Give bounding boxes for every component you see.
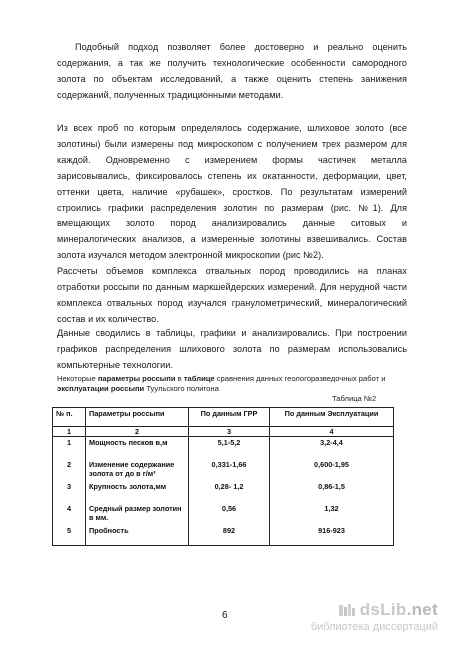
column-number: 4	[270, 427, 394, 437]
row-number: 3	[53, 481, 86, 503]
column-number: 3	[189, 427, 270, 437]
caption-bold: таблице	[183, 374, 215, 383]
paragraph-2-text: Из всех проб по которым определялось содержание, шлиховое золото (все золотины) были измерены под микроскопом с получением трех размером для каждой. Одновременно с измерением формы частичек металла зарисовывались, фиксировалось степень их окатанности, деформации, цвет, оттенки цвета, наличие «рубашек», сростков. По результатам измерений строились графики распределения золотин по размерам (рис. №1). Для вмещающих золото пород анализировались данные ситовых и минералогических анализов, а измеренные золотины взвешивались. Состав золота изучался методом электронной микроскопии (рис №2).	[57, 123, 407, 261]
watermark	[311, 600, 438, 633]
column-number: 1	[53, 427, 86, 437]
exploitation-value: 916-923	[270, 525, 394, 546]
page-number: 6	[222, 610, 228, 621]
paragraph-1	[57, 40, 407, 104]
paragraph-3-text: Рассчеты объемов комплекса отвальных пород проводились на планах отработки россыпи по данным маркшейдерских измерений. Для нерудной части комплекса отвальных пород изучался гранулометрический, минералогический состав и их количество.	[57, 266, 407, 324]
book-stack-icon	[338, 603, 356, 617]
param-name: Изменение содержание золота от до в г/м³	[86, 459, 189, 481]
caption-bold: эксплуатации россыпи	[57, 384, 145, 393]
caption-part: Некоторые	[57, 374, 98, 383]
table-row	[53, 503, 394, 525]
caption-part: сравнения данных геологоразведочных работ и	[214, 374, 386, 383]
watermark-brand	[311, 600, 438, 620]
grr-value: 5,1-5,2	[189, 437, 270, 460]
row-number: 5	[53, 525, 86, 546]
exploitation-value: 1,32	[270, 503, 394, 525]
table-row	[53, 481, 394, 503]
column-number: 2	[86, 427, 189, 437]
table-header-row	[53, 408, 394, 427]
paragraph-3	[57, 264, 407, 328]
param-name: Мощность песков в,м	[86, 437, 189, 460]
row-number: 2	[53, 459, 86, 481]
table-row	[53, 437, 394, 460]
column-number-row	[53, 427, 394, 437]
exploitation-value: 0,600-1,95	[270, 459, 394, 481]
exploitation-value: 0,86-1,5	[270, 481, 394, 503]
table-caption	[57, 374, 412, 394]
row-number: 1	[53, 437, 86, 460]
param-name: Крупность золота,мм	[86, 481, 189, 503]
header-cell: № п.	[53, 408, 86, 427]
header-cell: По данным ГРР	[189, 408, 270, 427]
grr-value: 0,56	[189, 503, 270, 525]
param-name: Пробность	[86, 525, 189, 546]
caption-part: в	[175, 374, 184, 383]
param-name: Средный размер золотин в мм.	[86, 503, 189, 525]
table-label: Таблица №2	[332, 394, 377, 403]
grr-value: 0,28- 1,2	[189, 481, 270, 503]
paragraph-4-text: Данные сводились в таблицы, графики и анализировались. При построении графиков распределения шлихового золота по размерам использовались компьютерные технологии.	[57, 328, 407, 370]
table-row	[53, 525, 394, 546]
exploitation-value: 3,2-4,4	[270, 437, 394, 460]
grr-value: 0,331-1,66	[189, 459, 270, 481]
paragraph-4	[57, 326, 407, 374]
caption-part: Туульского полигона	[144, 384, 219, 393]
table-row	[53, 459, 394, 481]
watermark-brand-main: dsLib	[359, 600, 407, 619]
caption-bold: параметры россыпи	[97, 374, 176, 383]
watermark-brand-ext: .net	[406, 600, 438, 619]
paragraph-2	[57, 121, 407, 264]
row-number: 4	[53, 503, 86, 525]
header-cell: По данным Эксплуатации	[270, 408, 394, 427]
header-cell: Параметры россыпи	[86, 408, 189, 427]
watermark-subtitle: библиотека диссертаций	[310, 621, 438, 633]
paragraph-1-text: Подобный подход позволяет более достоверно и реально оценить содержания, а так же получить технологические особенности самородного золота по объектам исследований, а также оценить степень занижения содержаний, полученных традиционными методами.	[57, 42, 407, 100]
parameters-table	[52, 407, 394, 546]
grr-value: 892	[189, 525, 270, 546]
